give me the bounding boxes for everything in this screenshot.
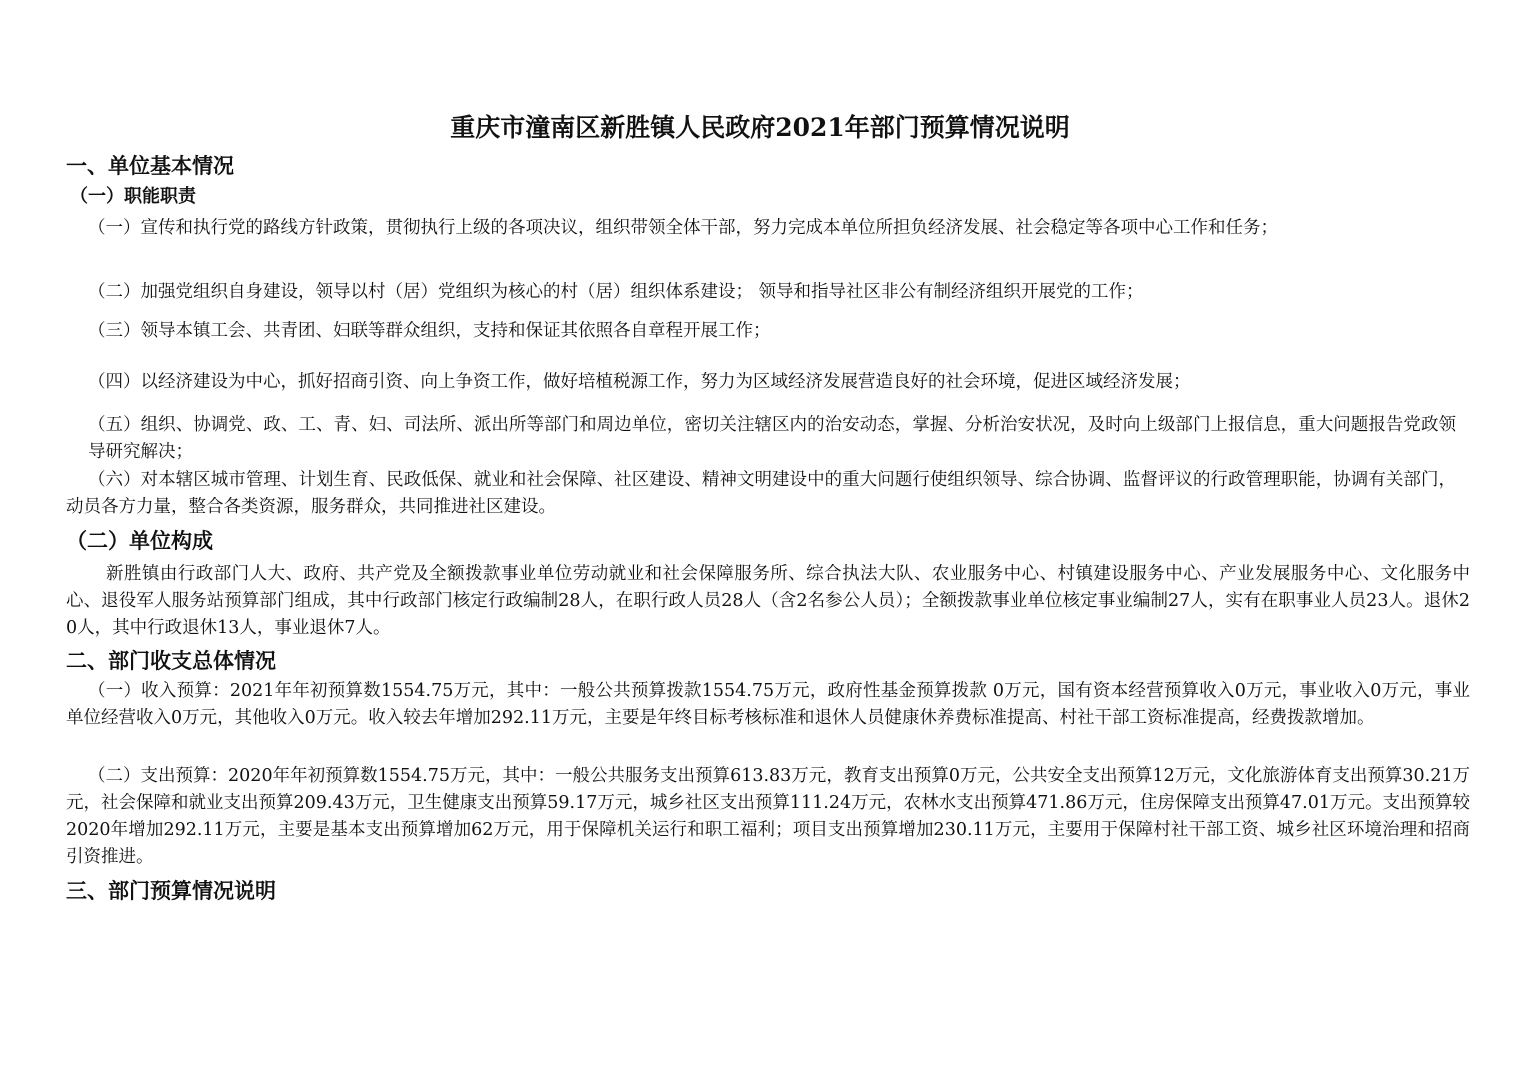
document-title: 重庆市潼南区新胜镇人民政府2021年部门预算情况说明 (450, 113, 1070, 142)
section1-heading: 一、单位基本情况 (66, 154, 234, 178)
expense-budget-text: （二）支出预算：2020年年初预算数1554.75万元，其中：一般公共服务支出预算613.83万元，教育支出预算0万元，公共安全支出预算12万元，文化旅游体育支出预算30.21万元，社会保障和就业支出预算209.43万元，卫生健康支出预算59.17万元，城乡社区支出预算111.24万元，农林水支出预算471.86万元，住房保障支出预算47.01万元。支出预算较2020年增加292.11万元，主要是基本支出预算增加62万元，用于保障机关运行和职工福利；项目支出预算增加230.11万元，主要用于保障村社干部工资、城乡社区环境治理和招商引资推进。 (66, 766, 1470, 867)
duty-item-6: （六）对本辖区城市管理、计划生育、民政低保、就业和社会保障、社区建设、精神文明建设中的重大问题行使组织领导、综合协调、监督评议的行政管理职能，协调有关部门，动员各方力量，整合各类资源，服务群众，共同推进社区建设。 (66, 470, 1456, 517)
duty-item-4: （四）以经济建设为中心，抓好招商引资、向上争资工作，做好培植税源工作，努力为区域经济发展营造良好的社会环境，促进区域经济发展； (88, 372, 1191, 392)
unit-composition-text: 新胜镇由行政部门人大、政府、共产党及全额拨款事业单位劳动就业和社会保障服务所、综合执法大队、农业服务中心、村镇建设服务中心、产业发展服务中心、文化服务中心、退役军人服务站预算部门组成，其中行政部门核定行政编制28人，在职行政人员28人（含2名参公人员）；全额拨款事业单位核定事业编制27人，实有在职事业人员23人。退休20人，其中行政退休13人，事业退休7人。 (66, 564, 1470, 638)
section1-sub1-heading: （一）职能职责 (70, 186, 196, 207)
duty-item-2: （二）加强党组织自身建设，领导以村（居）党组织为核心的村（居）组织体系建设； 领导和指导社区非公有制经济组织开展党的工作； (88, 282, 1144, 302)
duty-item-3: （三）领导本镇工会、共青团、妇联等群众组织，支持和保证其依照各自章程开展工作； (88, 321, 771, 341)
duty-item-5: （五）组织、协调党、政、工、青、妇、司法所、派出所等部门和周边单位，密切关注辖区内的治安动态，掌握、分析治安状况，及时向上级部门上报信息，重大问题报告党政领导研究解决； (88, 415, 1456, 462)
section2-heading: 二、部门收支总体情况 (66, 649, 276, 673)
duty-item-1: （一）宣传和执行党的路线方针政策，贯彻执行上级的各项决议，组织带领全体干部，努力完成本单位所担负经济发展、社会稳定等各项中心工作和任务； (88, 218, 1278, 238)
section3-heading: 三、部门预算情况说明 (66, 879, 276, 903)
section1-sub2-heading: （二）单位构成 (66, 529, 213, 553)
income-budget-text: （一）收入预算：2021年年初预算数1554.75万元，其中：一般公共预算拨款1554.75万元，政府性基金预算拨款 0万元，国有资本经营预算收入0万元，事业收入0万元，事业单位经营收入0万元，其他收入0万元。收入较去年增加292.11万元，主要是年终目标考核标准和退休人员健康休养费标准提高、村社干部工资标准提高，经费拨款增加。 (66, 681, 1470, 728)
